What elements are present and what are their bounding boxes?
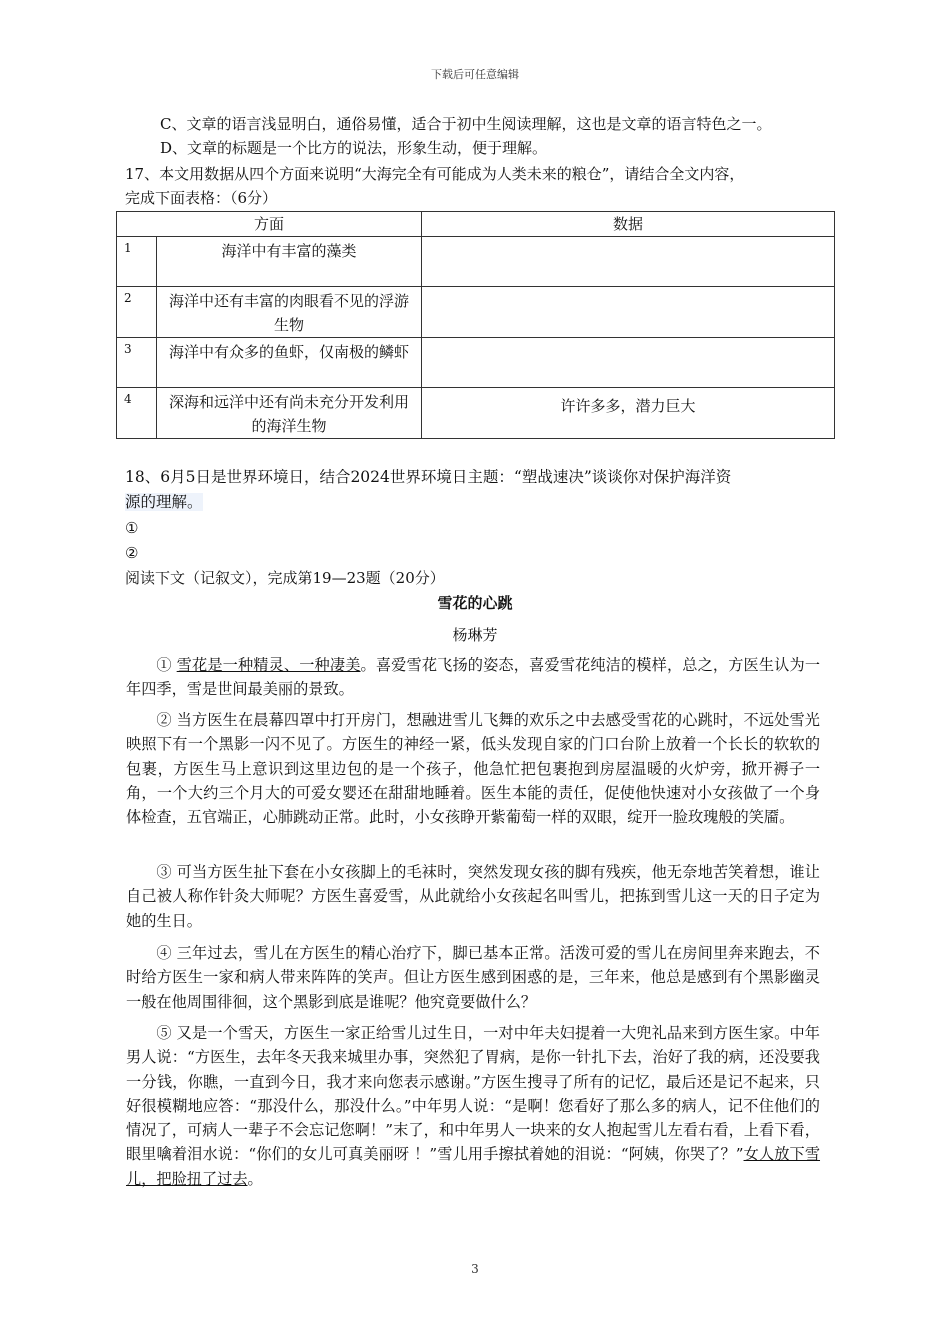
table-header-data: 数据 bbox=[422, 212, 835, 237]
page-number: 3 bbox=[471, 1262, 479, 1276]
table-row bbox=[117, 338, 835, 388]
paragraph-1-text: 。喜爱雪花飞扬的姿态，喜爱雪花纯洁的模样，总之，方医生认为一年四季，雪是世间最美丽的景致。 bbox=[126, 656, 821, 699]
answer-blank-1[interactable]: ① bbox=[125, 519, 139, 537]
table-header-row bbox=[117, 212, 835, 237]
question-18-text-end: 源的理解。 bbox=[125, 493, 203, 511]
question-17-line1: 17、本文用数据从四个方面来说明“大海完全有可能成为人类未来的粮仓”，请结合全文内容， bbox=[125, 165, 745, 183]
row-data[interactable]: 许许多多，潜力巨大 bbox=[422, 388, 835, 439]
paragraph-2: ② 当方医生在晨幕四罩中打开房门，想融进雪儿飞舞的欢乐之中去感受雪花的心跳时，不远处雪光映照下有一个黑影一闪不见了。方医生的神经一紧，低头发现自家的门口台阶上放着一个长长的软软的包裹，方医生马上意识到这里边包的是一个孩子，他急忙把包裹抱到房屋温暖的火炉旁，掀开褥子一角，一个大约三个月大的可爱女婴还在甜甜地睡着。医生本能的责任，促使他快速对小女孩做了一个身体检查，五官端正，心肺跳动正常。此时，小女孩睁开紫葡萄一样的双眼，绽开一脸玫瑰般的笑靥。 bbox=[126, 711, 820, 827]
article-title: 雪花的心跳 bbox=[437, 594, 513, 612]
row-number: 1 bbox=[117, 237, 157, 287]
underlined-phrase: 雪花是一种精灵、一种凄美 bbox=[176, 656, 361, 674]
row-aspect: 海洋中还有丰富的肉眼看不见的浮游生物 bbox=[157, 287, 422, 338]
option-d: D、文章的标题是一个比方的说法，形象生动，便于理解。 bbox=[160, 139, 548, 157]
paragraph-5-text: ⑤ 又是一个雪天，方医生一家正给雪儿过生日，一对中年夫妇提着一大兜礼品来到方医生家。中年男人说：“方医生，去年冬天我来城里办事，突然犯了胃病，是你一针扎下去，治好了我的病，还没要我一分钱，你瞧，一直到今日，我才来向您表示感谢。”方医生搜寻了所有的记忆，最后还是记不起来，只好很模糊地应答：“那没什么，那没什么。”中年男人说：“是啊！您看好了那么多的病人，记不住他们的情况了，可病人一辈子不会忘记您啊！”末了，和中年男人一块来的女人抱起雪儿左看右看，上看下看，眼里噙着泪水说：“你们的女儿可真美丽呀 ！”雪儿用手擦拭着她的泪说：“阿姨，你哭了？” bbox=[126, 1024, 820, 1164]
row-number: 4 bbox=[117, 388, 157, 439]
paragraph-4: ④ 三年过去，雪儿在方医生的精心治疗下，脚已基本正常。活泼可爱的雪儿在房间里奔来跑去，不时给方医生一家和病人带来阵阵的笑声。但让方医生感到困惑的是，三年来，他总是感到有个黑影幽灵一般在他周围徘徊，这个黑影到底是谁呢？他究竟要做什么？ bbox=[126, 944, 820, 1011]
row-number: 2 bbox=[117, 287, 157, 338]
question-18-line1 bbox=[125, 465, 840, 489]
table-header-aspect: 方面 bbox=[117, 212, 422, 237]
table-row bbox=[117, 388, 835, 439]
paragraph-5-end: 。 bbox=[247, 1169, 263, 1188]
article-author: 杨琳芳 bbox=[452, 626, 498, 644]
row-aspect: 深海和远洋中还有尚未充分开发利用的海洋生物 bbox=[157, 388, 422, 439]
option-c: C、文章的语言浅显明白，通俗易懂，适合于初中生阅读理解，这也是文章的语言特色之一。 bbox=[160, 115, 772, 133]
paragraph-3: ③ 可当方医生扯下套在小女孩脚上的毛袜时，突然发现女孩的脚有残疾，他无奈地苦笑着想，谁让自己被人称作针灸大师呢？方医生喜爱雪，从此就给小女孩起名叫雪儿，把拣到雪儿这一天的日子定为她的生日。 bbox=[126, 863, 820, 930]
paragraph-1 bbox=[126, 653, 820, 702]
page-header: 下载后可任意编辑 bbox=[431, 68, 519, 81]
question-18-text: 18、6月5日是世界环境日，结合2024世界环境日主题：“塑战速决”谈谈你对保护海洋资 bbox=[125, 468, 732, 486]
reading-intro: 阅读下文（记叙文），完成第19—23题（20分） bbox=[125, 569, 445, 587]
row-number: 3 bbox=[117, 338, 157, 388]
row-data[interactable] bbox=[422, 287, 835, 338]
aspect-data-table bbox=[116, 211, 835, 439]
table-row bbox=[117, 237, 835, 287]
paragraph-1-number: ① bbox=[156, 656, 177, 674]
question-17-line2: 完成下面表格：（6分） bbox=[125, 189, 278, 207]
underlined-phrase: 女人放下雪儿，把脸扭了过去 bbox=[126, 1145, 821, 1188]
answer-blank-2[interactable]: ② bbox=[125, 544, 139, 562]
question-18-line2 bbox=[125, 490, 840, 514]
row-data[interactable] bbox=[422, 237, 835, 287]
table-row bbox=[117, 287, 835, 338]
row-aspect: 海洋中有众多的鱼虾，仅南极的鳞虾 bbox=[157, 338, 422, 388]
row-aspect: 海洋中有丰富的藻类 bbox=[157, 237, 422, 287]
paragraph-5 bbox=[126, 1021, 820, 1191]
row-data[interactable] bbox=[422, 338, 835, 388]
